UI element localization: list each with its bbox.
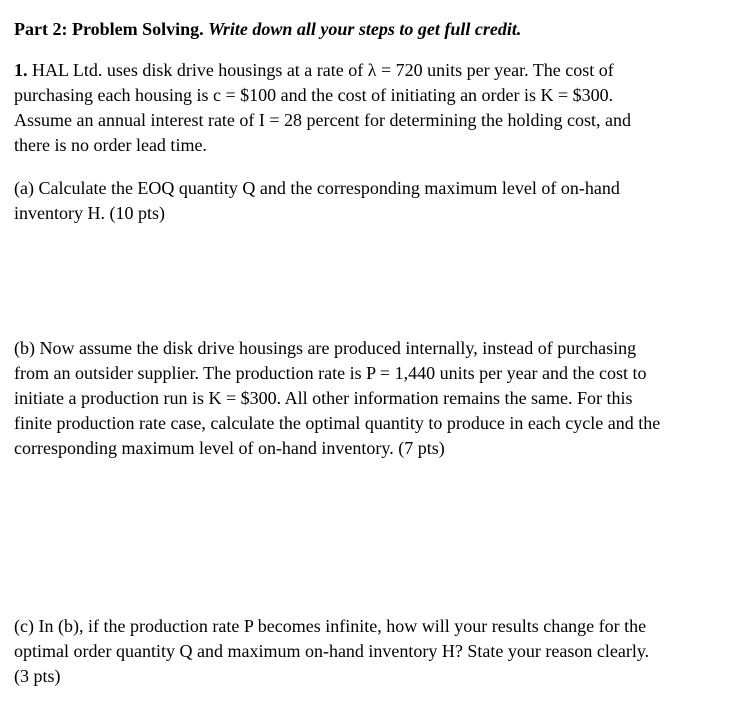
section-label: Part 2: Problem Solving.	[14, 19, 204, 39]
part-c-line: (c) In (b), if the production rate P becomes infinite, how will your results change for the	[14, 616, 647, 636]
part-a-line: (a) Calculate the EOQ quantity Q and the corresponding maximum level of on-hand	[14, 178, 620, 198]
part-a	[14, 176, 719, 226]
question-1-line	[14, 58, 719, 83]
part-b-line: corresponding maximum level of on-hand inventory. (7 pts)	[14, 438, 445, 458]
question-number: 1.	[14, 60, 28, 80]
part-c-line: optimal order quantity Q and maximum on-hand inventory H? State your reason clearly.	[14, 641, 650, 661]
section-heading	[14, 17, 719, 41]
question-1	[14, 58, 719, 158]
section-instruction: Write down all your steps to get full credit.	[208, 19, 522, 39]
part-b-line: finite production rate case, calculate the optimal quantity to produce in each cycle and the	[14, 413, 661, 433]
part-c-line: (3 pts)	[14, 666, 61, 686]
question-1-line: purchasing each housing is c = $100 and the cost of initiating an order is K = $300.	[14, 85, 614, 105]
part-b	[14, 336, 719, 461]
question-1-line: there is no order lead time.	[14, 135, 207, 155]
part-b-line: from an outsider supplier. The production rate is P = 1,440 units per year and the cost to	[14, 363, 647, 383]
question-1-line: Assume an annual interest rate of I = 28 percent for determining the holding cost, and	[14, 110, 631, 130]
part-b-line: initiate a production run is K = $300. All other information remains the same. For this	[14, 388, 633, 408]
question-1-text: HAL Ltd. uses disk drive housings at a rate of λ = 720 units per year. The cost of	[32, 60, 614, 80]
part-c	[14, 614, 719, 689]
part-a-line: inventory H. (10 pts)	[14, 203, 165, 223]
part-b-line: (b) Now assume the disk drive housings are produced internally, instead of purchasing	[14, 338, 637, 358]
